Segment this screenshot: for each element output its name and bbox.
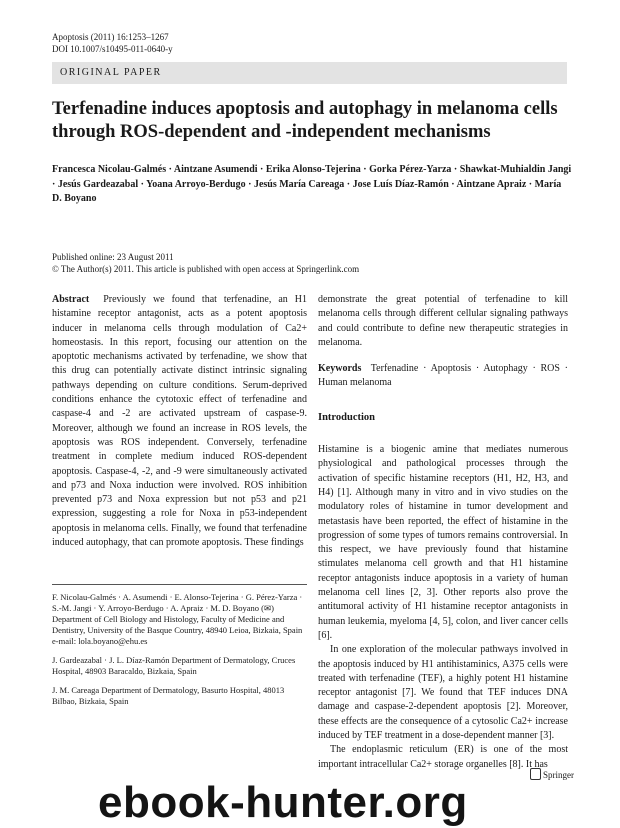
watermark: ebook-hunter.org — [98, 778, 468, 827]
abstract-continuation: demonstrate the great potential of terfenadine to kill melanoma cells through different cellular signaling pathways and could contribute to define new therapeutic strategies in melanoma. — [318, 294, 568, 348]
affiliation-item: J. Gardeazabal · J. L. Díaz-Ramón Department of Dermatology, Cruces Hospital, 48903 Baracaldo, Bizkaia, Spain — [52, 655, 296, 676]
affiliation-item: J. M. Careaga Department of Dermatology, Basurto Hospital, 48013 Bilbao, Bizkaia, Spain — [52, 685, 285, 706]
section-label: ORIGINAL PAPER — [60, 67, 162, 78]
footnote-divider — [52, 584, 307, 585]
abstract-text: Previously we found that terfenadine, an H1 histamine receptor antagonist, acts as a potent apoptosis inducer in melanoma cells through modulation of Ca2+ homeostasis. In this report, focusing our attention on the apoptotic mechanisms activated by terfenadine, we show that this drug can potentially activate distinct intrinsic signaling pathways depending on culture conditions. Serum-deprived conditions enhance the cytotoxic effect of terfenadine and caspase-4 and -2 are activated upstream of caspase-9. Moreover, although we found an increase in ROS levels, the apoptosis was ROS independent. Conversely, terfenadine treatment in complete medium induced ROS-dependent apoptosis. Caspase-4, -2, and -9 were simultaneously activated and p73 and Noxa induction were involved. ROS inhibition prevented p73 and Noxa expression but not p53 and p21 expression, suggesting a role for Noxa in p53-independent apoptosis in melanoma cells. Finally, we found that terfenadine induced autophagy, that can promote apoptosis. These findings — [52, 294, 307, 549]
keywords — [318, 362, 568, 391]
keywords-text: Terfenadine · Apoptosis · Autophagy · ROS · Human melanoma — [318, 363, 568, 389]
license-note: © The Author(s) 2011. This article is published with open access at Springerlink.com — [52, 263, 360, 274]
publisher-name: Springer — [543, 770, 574, 780]
intro-paragraph-3: The endoplasmic reticulum (ER) is one of the most important intracellular Ca2+ storage organelles [8]. It has — [318, 744, 568, 770]
published-date: Published online: 23 August 2011 — [52, 252, 174, 262]
affiliation-item: F. Nicolau-Galmés · A. Asumendi · E. Alonso-Tejerina · G. Pérez-Yarza · S.-M. Jangi · Y. Arroyo-Berdugo · A. Apraiz · M. D. Boyano (✉) Department of Cell Biology and Histology, Faculty of Medicine and Dentistry, University of the Basque Country, 48940 Leioa, Bizkaia, Spain e-mail: lola.boyano@ehu.es — [52, 592, 303, 646]
introduction-heading: Introduction — [318, 411, 375, 423]
abstract-label: Abstract — [52, 294, 90, 305]
article-title: Terfenadine induces apoptosis and autophagy in melanoma cells through ROS-dependent and -independent mechanisms — [52, 99, 558, 142]
publisher-logo — [530, 768, 574, 780]
journal-citation: Apoptosis (2011) 16:1253–1267 — [52, 32, 169, 42]
doi: DOI 10.1007/s10495-011-0640-y — [52, 44, 173, 54]
right-column — [318, 293, 568, 772]
author-list: Francesca Nicolau-Galmés · Aintzane Asumendi · Erika Alonso-Tejerina · Gorka Pérez-Yarza · Shawkat-Muhialdin Jangi · Jesús Gardeazabal · Yoana Arroyo-Berdugo · Jesús María Careaga · Jose Luís Díaz-Ramón · Aintzane Apraiz · María D. Boyano — [52, 164, 572, 204]
springer-horse-icon — [530, 768, 541, 780]
intro-paragraph-2: In one exploration of the molecular pathways involved in the apoptosis induced by H1 antihistaminics, A375 cells were treated with terfenadine (TEF), a highly potent H1 histamine receptor antagonist [7]. We found that TEF induces DNA damage and caspase-2-dependent apoptosis [2]. Moreover, these effects are the consequence of a cytosolic Ca2+ increase induced by TEF treatment in a dose-dependent manner [3]. — [318, 644, 568, 742]
abstract-column — [52, 293, 307, 550]
affiliations — [52, 592, 307, 715]
keywords-label: Keywords — [318, 363, 362, 375]
section-band — [52, 62, 567, 84]
intro-paragraph-1: Histamine is a biogenic amine that mediates numerous physiological and pathological processes through the activation of specific histamine receptors (H1, H2, H3, and H4) [1]. Although many in vitro and in vivo studies on the modulatory roles of histamine in tumor development and metastasis have been reported, the effect of histamine in the progression of some types of tumors remains controversial. In this respect, we have previously found that histamine stimulates melanoma cell growth and that H1 histamine receptor antagonists induce apoptosis in a variety of human melanoma cell lines [2, 3]. Other reports also prove the antitumoral activity of H1 histamine receptor antagonists in human leukemia, myeloma [4, 5], colon, and liver cancer cells [6]. — [318, 444, 568, 641]
publication-info — [52, 252, 359, 275]
